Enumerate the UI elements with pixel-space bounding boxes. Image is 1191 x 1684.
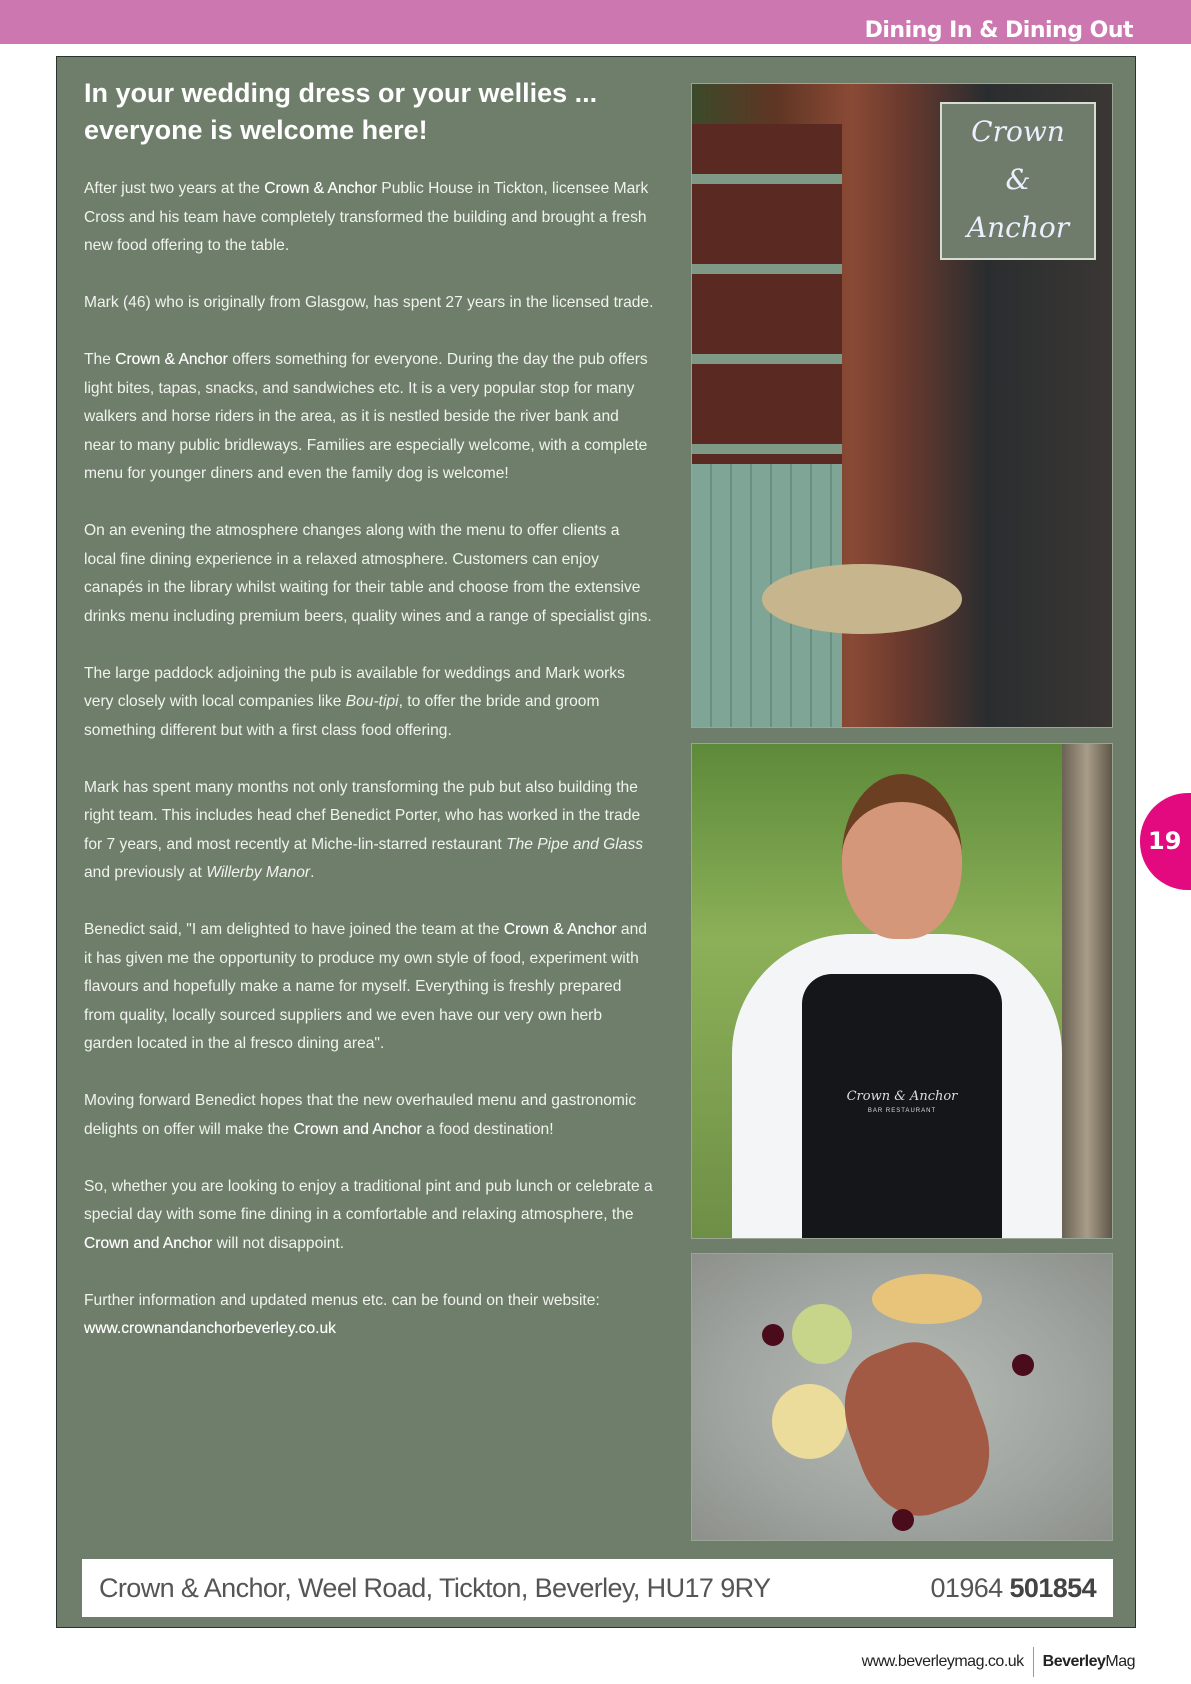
text-run: and it has given me the opportunity to produce my own style of food, experiment with flavours and hopefully make a name for myself. Everything is freshly prepared from quality, locally sourced suppliers and we even have our very own herb garden located in the al fresco dining area". (84, 921, 647, 1052)
text-run: offers something for everyone. During the day the pub offers light bites, tapas, snacks, and sandwiches etc. It is a very popular stop for many walkers and horse riders in the area, as it is nestled beside the river bank and near to many public bridleways. Families are especially welcome, with a complete menu for younger diners and even the family dog is welcome! (84, 351, 648, 482)
page-number-tab: 19 (1140, 793, 1191, 890)
text-run: On an evening the atmosphere changes along with the menu to offer clients a local fine dining experience in a relaxed atmosphere. Customers can enjoy canapés in the library whilst waiting for their table and choose from the extensive drinks menu including premium beers, quality wines and a range of specialist gins. (84, 522, 652, 625)
cherry (892, 1509, 914, 1531)
highlighted-name: Crown & Anchor (264, 180, 377, 197)
brand-regular: Mag (1105, 1653, 1135, 1670)
highlighted-name: Crown and Anchor (293, 1120, 422, 1138)
address-bar (82, 1559, 1113, 1617)
address: Crown & Anchor, Weel Road, Tickton, Beverley, HU17 9RY (99, 1572, 771, 1603)
text-run: . (310, 864, 315, 881)
apron-logo: Crown & Anchor (846, 1089, 958, 1104)
article-headline: In your wedding dress or your wellies ... everyone is welcome here! (84, 78, 598, 145)
text-run: and previously at (84, 864, 207, 881)
article-paragraph (84, 289, 654, 318)
sign-line: Anchor (966, 211, 1070, 244)
chef-head (842, 774, 962, 939)
text-run: Moving forward Benedict hopes that the new overhauled menu and gastronomic delights on offer will make the (84, 1092, 637, 1138)
italic-name: Willerby Manor (206, 864, 311, 881)
coffee-table (762, 564, 962, 634)
phone (931, 1573, 1096, 1604)
highlighted-name: Crown & Anchor (115, 351, 228, 368)
article-paragraph (84, 1287, 654, 1344)
cherry (762, 1324, 784, 1346)
article-paragraph (84, 1173, 654, 1259)
pea-puree (792, 1304, 852, 1364)
italic-name: Bou-tipi (345, 693, 399, 710)
text-run: will not disappoint. (212, 1234, 345, 1252)
footer-brand (1043, 1653, 1135, 1671)
chef-portrait-photo (691, 743, 1113, 1239)
pub-interior-photo (691, 83, 1113, 728)
tree-trunk (1062, 744, 1112, 1238)
food-dish-photo (691, 1253, 1113, 1541)
italic-name: The Pipe and Glass (506, 835, 644, 853)
sign-line: Crown (971, 115, 1065, 148)
sign-line: & (1005, 163, 1031, 196)
text-run: Public House in Tickton, licensee Mark Cross and his team have completely transformed the building and brought a fresh new food offering to the table. (84, 180, 649, 254)
text-run: The large paddock adjoining the pub is available for weddings and Mark works very closely with local companies like (84, 664, 625, 710)
phone-number: 501854 (1009, 1572, 1096, 1603)
highlighted-name: Crown and Anchor (84, 1234, 213, 1252)
text-run: a food destination! (421, 1120, 554, 1138)
article-paragraph (84, 346, 654, 489)
text-run: Mark (46) who is originally from Glasgow, has spent 27 years in the licensed trade. (84, 294, 654, 311)
apron (802, 974, 1002, 1239)
article-paragraph (84, 1087, 654, 1144)
text-run: So, whether you are looking to enjoy a traditional pint and pub lunch or celebrate a special day with some fine dining in a comfortable and relaxing atmosphere, the (84, 1177, 653, 1223)
phone-prefix: 01964 (930, 1572, 1010, 1603)
highlighted-name: www.crownandanchorbeverley.co.uk (84, 1320, 336, 1337)
footer-divider (1033, 1647, 1034, 1677)
duck-breast (827, 1327, 1007, 1531)
crown-anchor-sign (940, 102, 1096, 260)
brand-bold: Beverley (1042, 1653, 1106, 1670)
apron-subtitle: BAR RESTAURANT (867, 1108, 937, 1114)
garnish (872, 1274, 982, 1324)
footer-website: www.beverleymag.co.uk (861, 1653, 1024, 1670)
text-run: After just two years at the (84, 180, 265, 197)
article-body (84, 175, 654, 1372)
cherry (1012, 1354, 1034, 1376)
article-paragraph (84, 916, 654, 1059)
article-paragraph (84, 175, 654, 261)
potato-fondant (772, 1384, 847, 1459)
advertorial-panel (56, 56, 1136, 1628)
text-run: , to offer the bride and groom something different but with a first class food offering. (84, 693, 600, 739)
article-paragraph (84, 660, 654, 746)
section-header-bar (0, 0, 1191, 44)
article-paragraph (84, 774, 654, 888)
text-run: Benedict said, "I am delighted to have joined the team at the (84, 921, 504, 938)
text-run: Further information and updated menus etc. can be found on their website: (84, 1291, 600, 1309)
section-title: Dining In & Dining Out (864, 18, 1133, 43)
text-run: Mark has spent many months not only transforming the pub but also building the right team. This includes head chef Benedict Porter, who has worked in the trade for 7 years, and most recently at Miche-lin-starred restaurant (84, 778, 641, 853)
article-paragraph (84, 517, 654, 631)
highlighted-name: Crown & Anchor (503, 921, 617, 938)
page-footer (862, 1647, 1135, 1677)
text-run: The (84, 351, 116, 368)
